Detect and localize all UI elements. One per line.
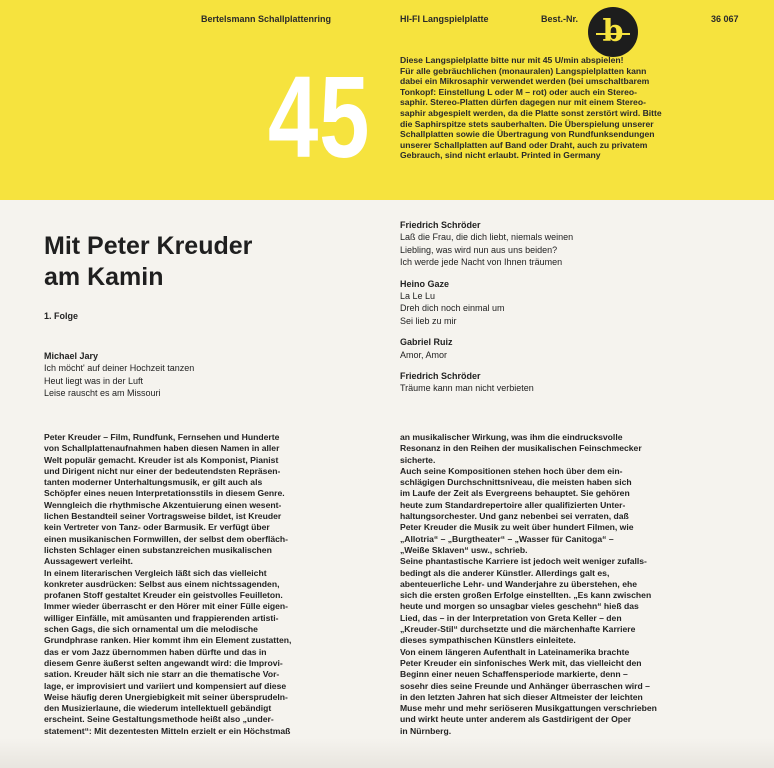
liner-note-line: abenteuerliche Lehr- und Wanderjahre zu überstehen, ehe [400, 578, 638, 589]
track-title: Sei lieb zu mir [400, 315, 457, 326]
liner-note-line: Wenngleich die rhythmische Akzentuierung einen wesent- [44, 499, 282, 510]
title-line-1: Mit Peter Kreuder [44, 232, 253, 260]
liner-note-line: Grundphrase ranken. Hier kommt ihm ein Element zustatten, [44, 635, 292, 646]
liner-note-line: Lied, das – in der Interpretation von Greta Keller – den [400, 612, 622, 623]
notice-line: saphir abgespielt werden, da die Platte sonst zerstört wird. Bitte [400, 107, 662, 118]
liner-note-line: Welt populär gemacht. Kreuder ist als Komponist, Pianist [44, 454, 279, 465]
tracklist-right [400, 219, 573, 395]
liner-note-line: Weise häufig deren Unergiebigkeit mit seiner übersprudeln- [44, 691, 288, 702]
logo-b-glyph: b [602, 14, 624, 49]
liner-note-line: das er vom Jazz übernommen haben dürfte und das in [44, 646, 267, 657]
publisher-label: Bertelsmann Schallplattenring [201, 14, 332, 24]
liner-notes-left [44, 432, 291, 737]
track-artist: Friedrich Schröder [400, 220, 481, 230]
notice-line: saphir. Stereo-Platten dürfen dagegen nur mit einem Stereo- [400, 97, 646, 108]
liner-note-line: heute und morgen so unsagbar vieles geschehn“ hieß das [400, 601, 639, 612]
liner-note-line: von Schallplattenaufnahmen haben diesen Namen in aller [44, 443, 280, 454]
liner-note-line: konkreter ausdrücken: Selbst aus einem nichtssagenden, [44, 578, 280, 589]
bertelsmann-logo-icon [588, 7, 638, 57]
liner-note-line: diesem Genre äußerst selten angewandt wird: die Improvi- [44, 657, 283, 668]
track-artist: Friedrich Schröder [400, 371, 481, 382]
title-line-2: am Kamin [44, 263, 164, 291]
liner-note-line: Schöpfer eines neuen Interpretationsstils in diesem Genre. [44, 488, 285, 499]
liner-note-line: schlägigen Durchschnittsniveau, die meisten haben sich [400, 477, 632, 488]
liner-note-line: im Laufe der Zeit als Evergreens behauptet. Sie gehören [400, 488, 630, 499]
liner-note-line: Seine phantastische Karriere ist jedoch weit weniger zufalls- [400, 556, 647, 567]
notice-line: dabei ein Mikrosaphir verwendet werden (bei umschaltbarem [400, 76, 650, 87]
liner-note-line: dieses sympathischen Künstlers einleitete. [400, 635, 576, 646]
liner-note-line: Peter Kreuder ein sinfonisches Werk mit, das vielleicht den [400, 657, 642, 668]
liner-note-line: „Weiße Sklaven“ usw., schrieb. [400, 544, 528, 555]
notice-line: Für alle gebräuchlichen (monauralen) Langspielplatten kann [400, 65, 647, 76]
notice-line: Schallplatten sowie die Übertragung von Rundfunksendungen [400, 129, 655, 140]
liner-note-line: haltungsorchester. Und ganz nebenbei sei verraten, daß [400, 511, 629, 522]
liner-note-line: Immer wieder überrascht er den Hörer mit einer Fülle eigen- [44, 601, 289, 612]
liner-note-line: und Dirigent nicht nur einer der bedeutendsten Repräsen- [44, 465, 281, 476]
notice-line: Tonkopf: Einstellung L oder M – rot) oder auch ein Stereo- [400, 86, 637, 97]
liner-note-line: einen musikanischen Formwillen, der selbst dem oberfläch- [44, 533, 289, 544]
playback-notice [400, 55, 760, 161]
liner-note-line: sich die ersten großen Erfolge einstellten. „Es kann zwischen [400, 590, 652, 601]
track-title: Ich möcht' auf deiner Hochzeit tanzen [44, 363, 195, 374]
speed-number: 45 [268, 52, 371, 182]
track-artist: Michael Jary [44, 351, 99, 361]
liner-note-line: schen Gags, die sich ornamental um die melodische [44, 624, 258, 635]
liner-note-line: an musikalischer Wirkung, was ihm die eindrucksvolle [400, 432, 623, 442]
track-title: Amor, Amor [400, 349, 448, 360]
liner-note-line: Peter Kreuder – Film, Rundfunk, Fernsehen und Hunderte [44, 432, 280, 442]
catalog-number: 36 067 [711, 14, 739, 24]
liner-note-line: erscheint. Seine Gestaltungsmethode heißt also „under- [44, 714, 274, 725]
liner-note-line: tanten moderner Unterhaltungsmusik, er gilt auch als [44, 477, 263, 488]
liner-note-line: lichsten Schlager einen substanzreichen musikalischen [44, 544, 272, 555]
liner-note-line: den Musizierlaune, die wiederum intellektuell gebändigt [44, 703, 272, 714]
liner-note-line: Aussagewert verleiht. [44, 556, 133, 567]
liner-note-line: Beginn einer neuen Schaffensperiode markierte, denn – [400, 669, 628, 680]
liner-note-line: lichen Bestandteil seiner Vortragsweise bildet, ist Kreuder [44, 511, 282, 522]
liner-note-line: sosehr dies seine Freunde und Anhänger überraschen wird – [400, 680, 650, 691]
liner-note-line: Muse mehr und mehr seriöseren Musikgattungen verschrieben [400, 703, 657, 714]
notice-line: Diese Langspielplatte bitte nur mit 45 U/min abspielen! [400, 55, 624, 65]
liner-note-line: „Kreuder-Stil“ durchsetzte und die märchenhafte Karriere [400, 624, 636, 635]
liner-note-line: williger Einfälle, mit amüsanten und frappierenden artisti- [44, 612, 279, 623]
album-title [44, 231, 344, 293]
liner-note-line: Von einem längeren Aufenthalt in Lateinamerika brachte [400, 646, 630, 657]
track-title: Leise rauscht es am Missouri [44, 388, 161, 399]
format-label: HI-FI Langspielplatte [400, 14, 489, 24]
liner-notes-right [400, 432, 657, 737]
notice-line: unserer Schallplatten auf Band oder Draht, auch zu privatem [400, 139, 648, 150]
notice-line: die Saphirspitze stets sauberhalten. Die Überspielung unserer [400, 118, 654, 129]
track-title: Träume kann man nicht verbieten [400, 383, 534, 394]
track-title: Heut liegt was in der Luft [44, 375, 144, 386]
liner-note-line: statement“: Mit dezentesten Mitteln erzielt er ein Höchstmaß [44, 725, 291, 736]
liner-note-line: und wirkt heute unter anderem als Gastdirigent der Oper [400, 714, 632, 725]
liner-note-line: sation. Kreuder hält sich nie starr an die thematische Vor- [44, 669, 280, 680]
notice-line: Gebrauch, sind nicht erlaubt. Printed in Germany [400, 150, 601, 161]
tracklist-left [44, 350, 194, 400]
liner-note-line: Auch seine Kompositionen stehen hoch über dem ein- [400, 465, 623, 476]
track-title: Laß die Frau, die dich liebt, niemals weinen [400, 232, 574, 243]
track-artist: Gabriel Ruiz [400, 337, 453, 348]
liner-note-line: in Nürnberg. [400, 725, 452, 736]
liner-note-line: lage, er improvisiert und variiert und kompensiert auf diese [44, 680, 287, 691]
liner-note-line: sicherte. [400, 454, 436, 465]
edition-label: 1. Folge [44, 311, 79, 321]
liner-note-line: „Allotria“ – „Burgtheater“ – „Wasser für Canitoga“ – [400, 533, 614, 544]
liner-note-line: bedingt als die anderer Künstler. Allerdings galt es, [400, 567, 610, 578]
track-title: Liebling, was wird nun aus uns beiden? [400, 244, 558, 255]
track-title: Dreh dich noch einmal um [400, 303, 505, 314]
catalog-label: Best.-Nr. [541, 14, 579, 24]
liner-note-line: kein Vertreter von Tanz- oder Barmusik. Er verfügt über [44, 522, 270, 533]
track-title: Ich werde jede Nacht von Ihnen träumen [400, 257, 563, 268]
liner-note-line: profanen Stoff gestaltet Kreuder ein geistvolles Feuilleton. [44, 590, 283, 601]
liner-note-line: Peter Kreuder die Musik zu weit über hundert Filmen, wie [400, 522, 634, 533]
track-artist: Heino Gaze [400, 278, 450, 289]
track-title: La Le Lu [400, 291, 436, 302]
liner-note-line: heute zum Standardrepertoire aller qualifizierten Unter- [400, 499, 626, 510]
liner-note-line: In einem literarischen Vergleich läßt sich das vielleicht [44, 567, 267, 578]
paper-wear-shading [0, 738, 774, 768]
liner-note-line: in den letzten Jahren hat sich dieser Altmeister der leichten [400, 691, 643, 702]
liner-note-line: Resonanz in den Reihen der musikalischen Feinschmecker [400, 443, 642, 454]
